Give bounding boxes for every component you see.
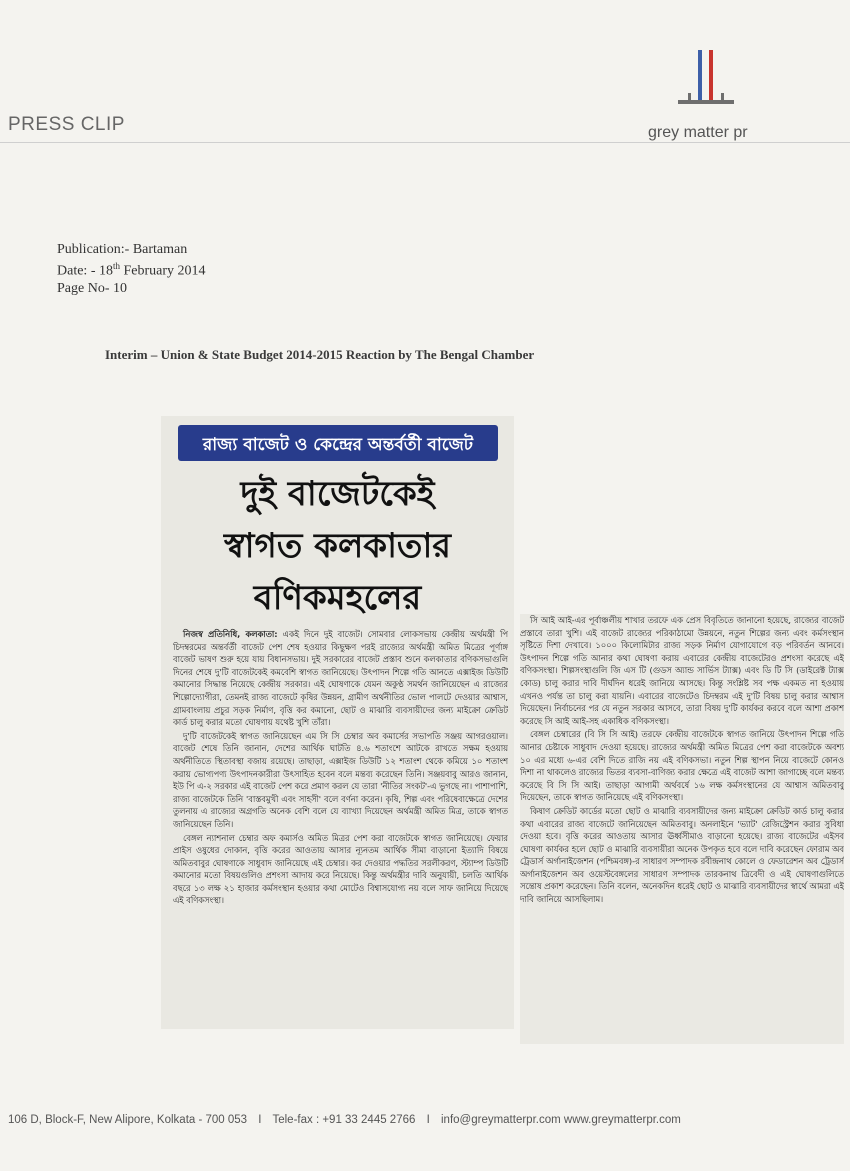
publication: Publication:- Bartaman [57, 242, 188, 257]
title-line: দুই বাজেটকেই [240, 474, 435, 514]
clipping-banner [178, 425, 498, 461]
footer-contact: info@greymatterpr.com www.greymatterpr.com [441, 1114, 681, 1126]
article-paragraph: সি আই আই-এর পূর্বাঞ্চলীয় শাখার তরফে এক প্রেস বিবৃতিতে জানানো হয়েছে, রাজ্যের বাজেট প্রস্তাবে তারা খুশি। এই বাজেট রাজ্যের পরিকাঠামো উন্নয়নে, নতুন শিল্পের জন্য এবং কর্মসংস্থান সৃষ্টিতে দিশা দেখাবে। ১০০০ কিলোমিটার রাজ্য সড়ক নির্মাণ যোগাযোগে বড় পরিবর্তন আনবে। উৎপাদন শিল্পে গতি আনার কথা ঘোষণা করায় এবারের কেন্দ্রীয় বাজেটেরও প্রশংসা করেছে এই বণিকসংস্থা। শিল্পসংস্থাগুলি জি এস টি (গুডস অ্যান্ড সার্ভিস ট্যাক্স) এবং ডি টি সি (ডাইরেক্ট ট্যাক্স কোড) চালু করার দাবি দীর্ঘদিন ধরেই জানিয়ে আসছে। কিন্তু সংশ্লিষ্ট সব পক্ষ একমত না হওয়ায় এখনও পর্যন্ত তা চালু করা যায়নি। এবারের বাজেটেও চিদম্বরম এই দু'টি বিষয় চালু করার আশ্বাস দিয়েছেন। নির্বাচনের পর যে নতুন সরকার আসবে, তারা বিষয় দু'টি কার্যকর করবে বলে আশা প্রকাশ করেছে সি আই আই-সহ একাধিক বণিকসংস্থা। [520, 615, 844, 726]
article-paragraph: বেঙ্গল চেম্বারের (বি সি সি আই) তরফে কেন্দ্রীয় বাজেটকে স্বাগত জানিয়ে উৎপাদন শিল্পে গতি আনার চেষ্টাকে সাধুবাদ দেওয়া হয়েছে। রাজ্যের অর্থমন্ত্রী অমিত মিত্রের পেশ করা বাজেটকে অবশ্য ১০ এর মধ্যে ৬-এর বেশি দিতে রাজি নয় এই বণিকসভা। নতুন শিল্প স্থাপন নিয়ে বাজেটে কোনও দিশা না থাকলেও রাজ্যের ভিতর ব্যবসা-বাণিজ্য করার ক্ষেত্রে এই বাজেট আশা জাগাচ্ছে বলে মন্তব্য করেছে বি সি সি আই। তাছাড়া আগামী অর্থবর্ষে ১৬ লক্ষ কর্মসংস্থানের যে আশ্বাস অমিতবাবু দিয়েছেন, তাকে স্বাগত জানিয়েছে এই বণিকসংস্থা। [520, 729, 844, 803]
article-paragraph: কিষাণ ক্রেডিট কার্ডের মতো ছোট ও মাঝারি ব্যবসায়ীদের জন্য মাইক্রো ক্রেডিট কার্ড চালু করার কথা এবারের রাজ্য বাজেটে জানিয়েছেন অমিতবাবু। অনলাইনে 'ভ্যাট' রেজিস্ট্রেশন করার সুবিধা দেওয়া হবে। বৃত্তি করের আওতায় আসার ঊর্ধ্বসীমাও বাড়ানো হয়েছে। রাজ্য বাজেটের এইসব ঘোষণা কার্যকর হলে ছোট ও মাঝারি ব্যবসায়ীরা অনেক উপকৃত হবে বলে দাবি করেছেন ফোরাম অব ট্রেডার্স অর্গানাইজেশন (পশ্চিমবঙ্গ)-র সাধারণ সম্পাদক রবীন্দ্রনাথ কোলে ও ফেডারেশন অব ট্রেডার্স অর্গানাইজেশন অব ওয়েস্টবেঙ্গলের সাধারণ সম্পাদক তারকনাথ ত্রিবেদী ও এই ঘোষণাগুলিতে সন্তোষ প্রকাশ করেছেন। তিনি বলেন, অনেকদিন ধরেই ছোট ও মাঝারি ব্যবসায়ীদের স্বার্থে আমরা এই দাবি জানিয়ে আসছিলাম। [520, 805, 844, 905]
clip-meta [57, 241, 206, 297]
footer-separator: I [258, 1114, 262, 1126]
press-clip-label: PRESS CLIP [8, 114, 125, 135]
brand-name: grey matter pr [648, 124, 748, 141]
article-right-column [520, 614, 844, 1044]
title-line: বণিকমহলের [253, 578, 422, 618]
article-paragraph: বেঙ্গল ন্যাশনাল চেম্বার অফ কমার্সও অমিত মিত্রর পেশ করা বাজেটকে স্বাগত জানিয়েছে। ফেয়ার প্রাইস ওষুধের দোকান, বৃত্তি করের আওতায় আসার ন্যূনতম আর্থিক সীমা বাড়ানো ইত্যাদি বিষয়ে অমিতবাবুর ঘোষণাকে সাধুবাদ জানিয়েছে এই চেম্বার। কর দেওয়ার পদ্ধতির সরলীকরণ, স্ট্যাম্প ডিউটি কমানোর মতো বিষয়গুলিও প্রশংসা আদায় করে নিয়েছে। কিন্তু অর্থমন্ত্রীর দাবি অনুযায়ী, চলতি আর্থিক বছরে ১৩ লক্ষ ২১ হাজার কর্মসংস্থান হওয়ার কথা মোটেও বিশ্বাসযোগ্য নয় বলে সাফ জানিয়ে দিয়েছে এই বণিকসংস্থা। [173, 832, 508, 906]
clip-headline: Interim – Union & State Budget 2014-2015 Reaction by The Bengal Chamber [105, 347, 535, 362]
brand-logo [648, 48, 788, 148]
banner-text: রাজ্য বাজেট ও কেন্দ্রের অন্তর্বর্তী বাজেট [202, 435, 474, 455]
footer-separator: I [426, 1114, 430, 1126]
article-paragraph: নিজস্ব প্রতিনিধি, কলকাতা: একই দিনে দুই বাজেট। সোমবার লোকসভায় কেন্দ্রীয় অর্থমন্ত্রী পি চিদম্বরমের অন্তর্বর্তী বাজেট পেশ শেষ হওয়ার কিছুক্ষণ পরই রাজ্যের অর্থমন্ত্রী অমিত মিত্রের পূর্ণাঙ্গ বাজেট ভাষণ শুরু হয়ে যায় বিধানসভায়। দুই সরকারের বাজেট প্রস্তাব শুনে কলকাতার বণিকসভাগুলি দিনের শেষে দু'টি বাজেটকেই কমবেশি স্বাগত জানিয়েছে। উৎপাদন শিল্পে গতি আনতে এক্সাইজ ডিউটি কমানোর সিদ্ধান্ত নিয়েছে কেন্দ্রীয় সরকার। এই ঘোষণাকে যেমন অকুণ্ঠ সমর্থন জানিয়েছেন এ রাজ্যের শিল্পোদ্যোগীরা, তেমনই রাজ্য বাজেটে কৃষির উন্নয়ন, গ্রামীণ অর্থনীতির ভোল পালটে দেওয়ার আশ্বাস, গ্রামবাংলায় প্রচুর সড়ক নির্মাণ, বৃত্তি কর কমানো, ছোট ও মাঝারি ব্যবসায়ীদের জন্য মাইক্রো ক্রেডিট কার্ড চালু করার মতো ঘোষণায় যথেষ্ট খুশি তাঁরা। [173, 629, 508, 728]
footer-address: 106 D, Block-F, New Alipore, Kolkata - 700 053 [8, 1114, 248, 1126]
title-line: স্বাগত কলকাতার [223, 526, 452, 566]
grey-matter-pr-logo-icon [676, 48, 736, 118]
date: Date: - 18th February 2014 [57, 261, 206, 279]
footer-telefax: Tele-fax : +91 33 2445 2766 [272, 1114, 416, 1126]
footer [8, 1114, 689, 1126]
article-paragraph: দু'টি বাজেটকেই স্বাগত জানিয়েছেন এম সি সি চেম্বার অব কমার্সের সভাপতি সঞ্জয় আগরওয়াল। বাজেট শেষে তিনি জানান, দেশের আর্থিক ঘাটতি ৪.৬ শতাংশে আটকে রাখতে সক্ষম হওয়ায় অর্থনীতিতে স্থিতাবস্থা বজায় রয়েছে। তাছাড়া, এক্সাইজ ডিউটি ১২ শতাংশ থেকে কমিয়ে ১০ শতাংশ করায় ভোগ্যপণ্য উৎপাদনকারীরা উৎসাহিত হবেন বলে মন্তব্য করেছেন তিনি। সঞ্জয়বাবু আরও জানান, ইউ পি এ-২ সরকার এই বাজেট পেশ করে প্রমাণ করল যে তারা 'নীতির সংকট'-এ ভুগছে না। পাশাপাশি, রাজ্য বাজেটকে তিনি 'বাস্তবমুখী এবং সাহসী' বলে বর্ণনা করেন। কৃষি, শিল্প এবং পরিষেবাক্ষেত্রে দেশের তুলনায় এ রাজ্যের অগ্রগতি অনেক বেশি বলে যে ব্যাখ্যা দিয়েছেন অর্থমন্ত্রী অমিত মিত্র, তাকে স্বাগত জানিয়েছেন তিনি। [173, 730, 508, 829]
article-title [175, 468, 500, 624]
page-number: Page No- 10 [57, 280, 127, 296]
article-left-column [173, 628, 508, 1026]
